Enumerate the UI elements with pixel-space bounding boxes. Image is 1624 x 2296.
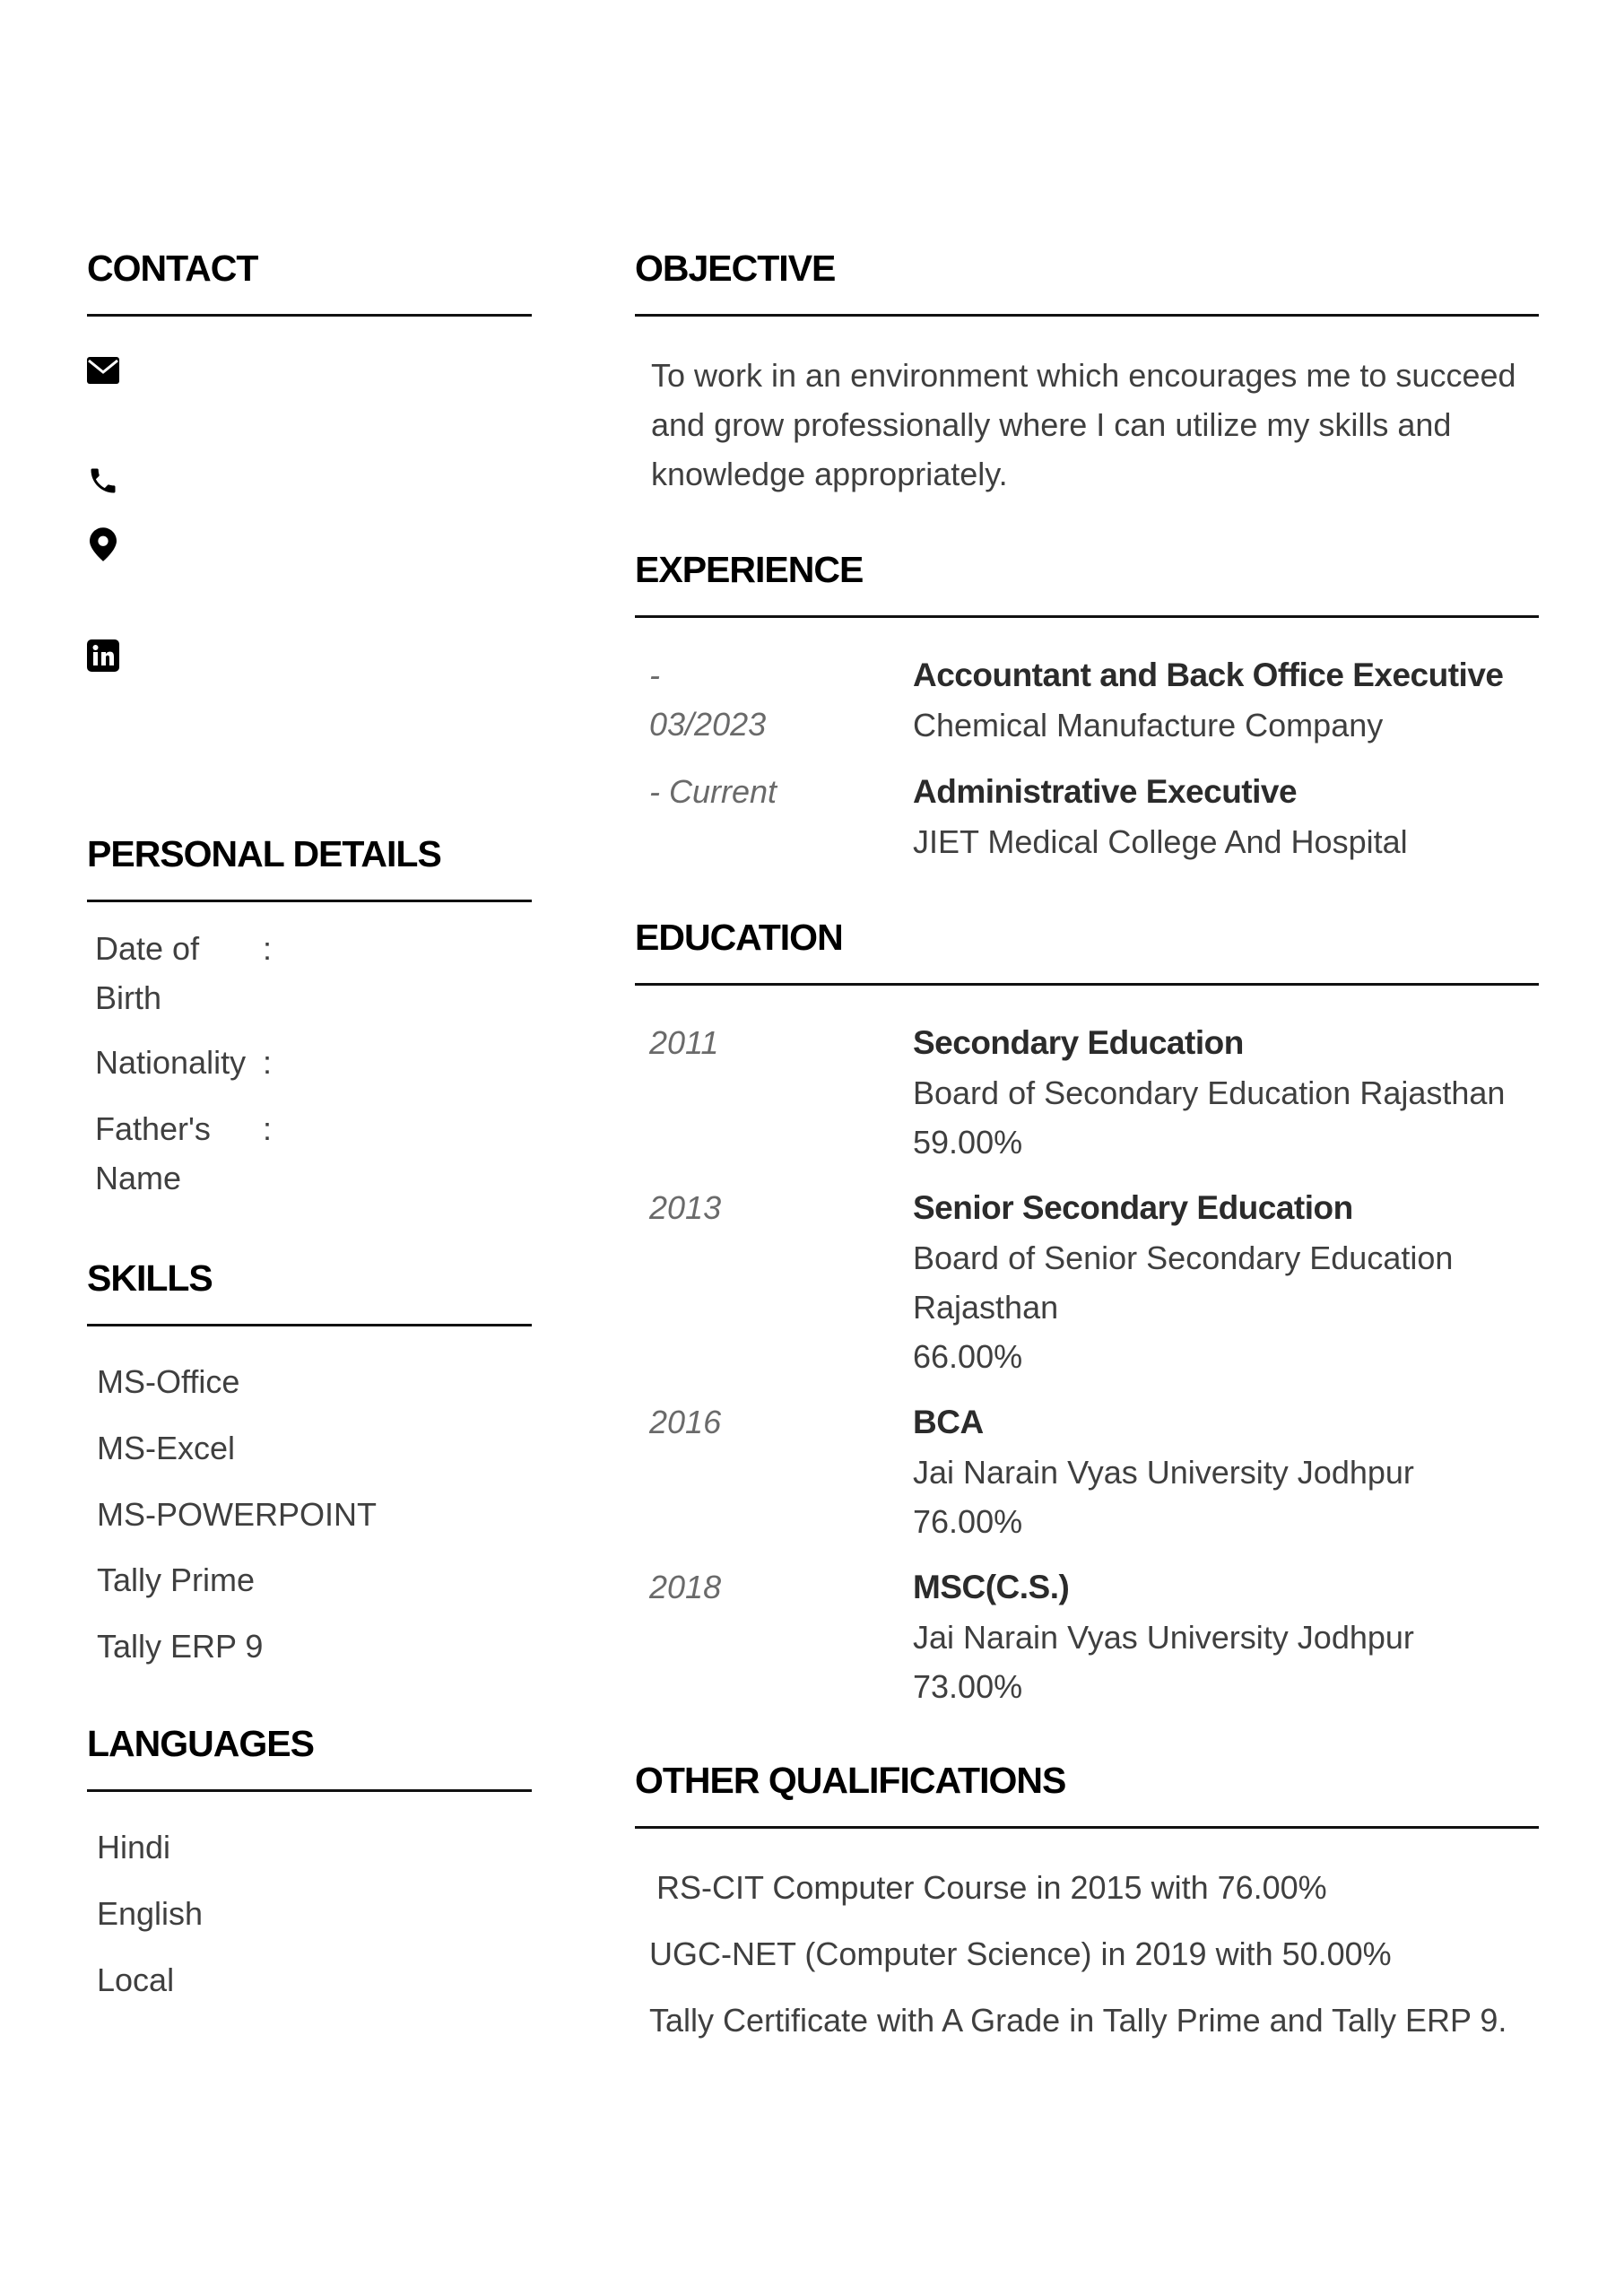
job-company: JIET Medical College And Hospital xyxy=(913,823,1408,860)
father-name-colon: : xyxy=(263,1110,273,1147)
education-year: 2016 xyxy=(649,1404,722,1440)
skills-divider xyxy=(87,1324,532,1326)
languages-heading: LANGUAGES xyxy=(87,1723,314,1764)
skill-item: MS-POWERPOINT xyxy=(97,1496,377,1533)
father-name-label: Father's Name xyxy=(95,1110,211,1196)
skill-item: Tally ERP 9 xyxy=(97,1628,264,1665)
education-year: 2013 xyxy=(649,1189,722,1226)
skill-item: MS-Office xyxy=(97,1363,240,1400)
objective-divider xyxy=(635,314,1539,317)
job-title: Accountant and Back Office Executive xyxy=(913,657,1504,693)
education-year: 2011 xyxy=(649,1024,719,1061)
skill-item: Tally Prime xyxy=(97,1561,256,1598)
other-qualifications-divider xyxy=(635,1826,1539,1829)
education-title: Senior Secondary Education xyxy=(913,1189,1353,1226)
experience-date: - Current xyxy=(649,773,777,810)
phone-icon xyxy=(87,465,119,497)
experience-date: - 03/2023 xyxy=(649,657,767,743)
objective-heading: OBJECTIVE xyxy=(635,248,836,289)
job-title: Administrative Executive xyxy=(913,773,1298,810)
personal-details-heading: PERSONAL DETAILS xyxy=(87,833,441,874)
skills-heading: SKILLS xyxy=(87,1257,213,1299)
envelope-icon xyxy=(87,357,119,384)
objective-text: To work in an environment which encourages me to succeed and grow professionally where I can utilize my skills and knowledge appropriately. xyxy=(651,357,1516,492)
dob-label: Date of Birth xyxy=(95,930,200,1016)
languages-divider xyxy=(87,1789,532,1792)
education-title: BCA xyxy=(913,1404,984,1440)
qualification-item: RS-CIT Computer Course in 2015 with 76.00% xyxy=(656,1869,1327,1906)
experience-divider xyxy=(635,615,1539,618)
nationality-label: Nationality xyxy=(95,1044,247,1081)
qualification-item: Tally Certificate with A Grade in Tally Prime and Tally ERP 9. xyxy=(649,2002,1507,2039)
contact-heading: CONTACT xyxy=(87,248,258,289)
language-item: English xyxy=(97,1895,204,1932)
education-title: Secondary Education xyxy=(913,1024,1244,1061)
education-detail: Jai Narain Vyas University Jodhpur 76.00% xyxy=(913,1454,1414,1540)
skill-item: MS-Excel xyxy=(97,1430,236,1466)
dob-colon: : xyxy=(263,930,273,967)
personal-details-divider xyxy=(87,900,532,902)
education-year: 2018 xyxy=(649,1569,722,1605)
education-detail: Jai Narain Vyas University Jodhpur 73.00% xyxy=(913,1619,1414,1705)
education-detail: Board of Senior Secondary Education Rajasthan 66.00% xyxy=(913,1239,1454,1375)
other-qualifications-heading: OTHER QUALIFICATIONS xyxy=(635,1760,1066,1801)
language-item: Hindi xyxy=(97,1829,171,1866)
experience-heading: EXPERIENCE xyxy=(635,549,864,590)
education-title: MSC(C.S.) xyxy=(913,1569,1070,1605)
qualification-item: UGC-NET (Computer Science) in 2019 with 50.00% xyxy=(649,1935,1392,1972)
linkedin-icon xyxy=(87,639,119,672)
nationality-colon: : xyxy=(263,1044,273,1081)
education-detail: Board of Secondary Education Rajasthan 59.00% xyxy=(913,1074,1506,1161)
contact-divider xyxy=(87,314,532,317)
map-pin-icon xyxy=(90,527,117,561)
education-divider xyxy=(635,983,1539,986)
job-company: Chemical Manufacture Company xyxy=(913,707,1384,744)
language-item: Local xyxy=(97,1961,175,1998)
education-heading: EDUCATION xyxy=(635,917,843,958)
